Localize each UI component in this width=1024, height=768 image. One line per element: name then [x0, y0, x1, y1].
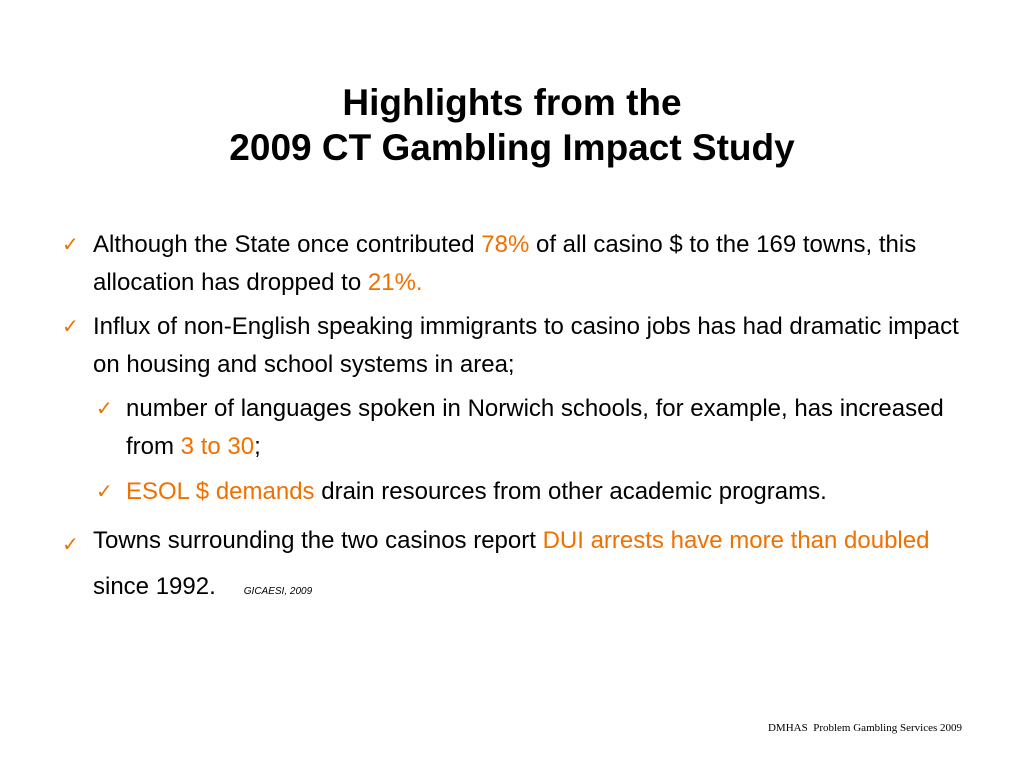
bullet-text: Towns surrounding the two casinos report: [93, 527, 543, 554]
bullet-dui-arrests: [62, 518, 962, 615]
bullet-immigrant-influx: [62, 308, 962, 384]
checkmark-icon: ✓: [96, 481, 113, 503]
footer-text: DMHAS Problem Gambling Services 2009: [767, 722, 962, 734]
checkmark-icon: ✓: [62, 534, 79, 556]
checkmark-icon: ✓: [62, 234, 79, 256]
highlight-78-percent: 78%: [481, 231, 530, 258]
slide-title: [0, 80, 1024, 170]
bullet-text: Influx of non-English speaking immigrants to casino jobs has had dramatic impact on housing and school systems in area;: [93, 313, 959, 378]
bullet-text: of all casino $ to the 169 towns, this allocation has dropped to: [93, 231, 917, 296]
bullet-text: drain resources from other academic programs.: [314, 478, 827, 505]
bullet-casino-allocation: [62, 226, 962, 302]
slide-title-line-2: 2009 CT Gambling Impact Study: [229, 127, 795, 168]
bullet-list: [62, 226, 962, 621]
citation: GICAESI, 2009: [243, 586, 313, 597]
checkmark-icon: ✓: [96, 398, 113, 420]
sub-bullet-esol: [96, 473, 956, 511]
bullet-text: since 1992.: [93, 573, 216, 600]
bullet-text: Although the State once contributed: [93, 231, 482, 258]
highlight-esol-demands: ESOL $ demands: [126, 478, 315, 505]
checkmark-icon: ✓: [62, 316, 79, 338]
slide-title-line-1: Highlights from the: [342, 82, 682, 123]
bullet-text: number of languages spoken in Norwich schools, for example, has increased from: [126, 395, 944, 460]
highlight-dui-arrests: DUI arrests have more than doubled: [542, 527, 930, 554]
bullet-text: ;: [254, 433, 261, 460]
highlight-21-percent: 21%.: [367, 269, 423, 296]
sub-bullet-languages: [96, 390, 956, 466]
highlight-3-to-30: 3 to 30: [180, 433, 255, 460]
